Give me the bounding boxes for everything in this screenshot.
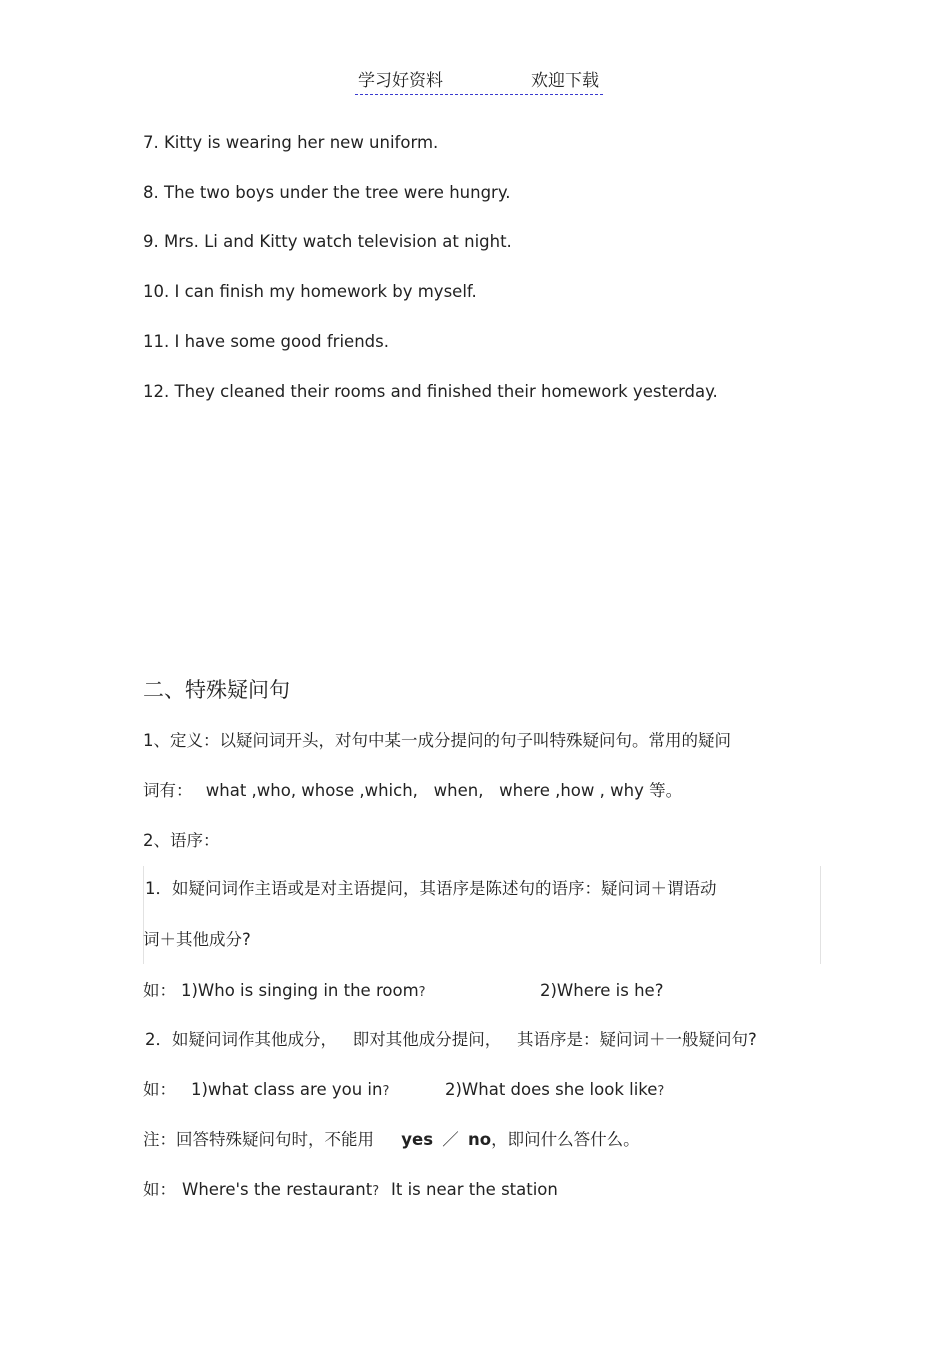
example-2-label: 如：: [143, 1080, 176, 1099]
example-1-b: 2)Where is he?: [540, 981, 664, 1000]
rule-1-line-1: 1．如疑问词作主语或是对主语提问，其语序是陈述句的语序：疑问词＋谓语动: [145, 879, 717, 898]
definition-prefix: 词有：: [143, 781, 193, 800]
example-3-mark: ?: [372, 1184, 380, 1199]
example-2-b-text: 2)What does she look like: [445, 1080, 658, 1099]
rule-2: 2．如疑问词作其他成分， 即对其他成分提问， 其语序是：疑问词＋一般疑问句?: [145, 1030, 757, 1049]
example-2-b: [445, 1079, 664, 1103]
page-header: [355, 70, 603, 95]
section-title: 二、特殊疑问句: [143, 678, 290, 702]
example-3-label: 如：: [143, 1180, 176, 1199]
header-right-text: 欢迎下载: [531, 71, 599, 91]
note-slash: ／: [442, 1130, 459, 1149]
rule-1-line-2: 词＋其他成分?: [143, 930, 251, 949]
sentence-7: 7. Kitty is wearing her new uniform.: [143, 133, 439, 152]
sentence-9: 9. Mrs. Li and Kitty watch television at night.: [143, 232, 512, 251]
example-1-a-text: 1)Who is singing in the room: [181, 981, 419, 1000]
example-2-a: [191, 1079, 389, 1103]
example-3-answer: It is near the station: [391, 1180, 558, 1199]
example-2-b-mark: ?: [657, 1084, 665, 1099]
note-no: no: [468, 1130, 492, 1149]
sentence-10: 10. I can finish my homework by myself.: [143, 282, 477, 301]
example-1-a: [181, 980, 426, 1004]
note-line: [143, 1129, 640, 1151]
example-3-question: [182, 1179, 379, 1203]
sentence-11: 11. I have some good friends.: [143, 332, 389, 351]
example-1-label: 如：: [143, 981, 176, 1000]
note-prefix: 注：回答特殊疑问句时，不能用: [143, 1130, 374, 1149]
example-1-a-mark: ?: [418, 985, 426, 1000]
definition-suffix: 等。: [649, 781, 683, 800]
definition-line-1: 1、定义：以疑问词开头，对句中某一成分提问的句子叫特殊疑问句。常用的疑问: [143, 731, 731, 750]
header-left-text: 学习好资料: [358, 71, 443, 91]
sentence-12: 12. They cleaned their rooms and finished their homework yesterday.: [143, 382, 718, 401]
word-order-label: 2、语序：: [143, 831, 220, 850]
definition-line-2: [143, 780, 682, 802]
example-2-a-mark: ?: [382, 1084, 390, 1099]
example-3-question-text: Where's the restaurant: [182, 1180, 373, 1199]
note-yes: yes: [401, 1130, 434, 1149]
note-suffix: ，即问什么答什么。: [491, 1130, 640, 1149]
sentence-8: 8. The two boys under the tree were hungry.: [143, 183, 511, 202]
question-words: what ,who, whose ,which, when, where ,how , why: [205, 781, 644, 800]
example-2-a-text: 1)what class are you in: [191, 1080, 383, 1099]
